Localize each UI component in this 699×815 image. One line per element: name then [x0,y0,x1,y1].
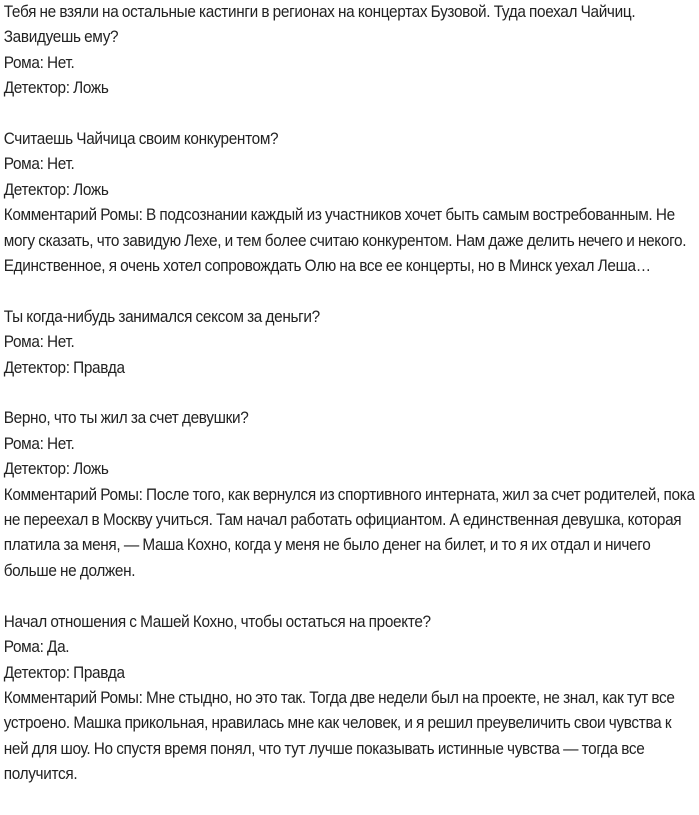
answer-text: Рома: Нет. [3,434,75,453]
answer-text: Рома: Нет. [3,53,75,72]
qa-block-1 [4,0,696,102]
detector-verdict: Детектор: Ложь [3,180,109,199]
qa-block-2 [4,127,696,279]
comment-text: Комментарий Ромы: В подсознании каждый из участников хочет быть самым востребованным. Не могу сказать, что завидую Лехе, и тем более считаю конкурентом. Нам даже делить нечего и некого. Единственное, я очень хотел сопровождать Олю на все ее концерты, но в Минск уехал Леша… [3,206,687,276]
question-text: Ты когда-нибудь занимался сексом за деньги? [3,307,320,326]
answer-text: Рома: Да. [3,638,70,657]
answer-text: Рома: Нет. [3,333,75,352]
comment-text: Комментарий Ромы: Мне стыдно, но это так. Тогда две недели был на проекте, не знал, как тут все устроено. Машка прикольная, нравилась мне как человек, и я решил преувеличить свои чувства к ней для шоу. Но спустя время понял, что тут лучше показывать истинные чувства — тогда все получится. [3,688,675,784]
qa-block-5 [4,610,696,788]
question-text: Тебя не взяли на остальные кастинги в регионах на концертах Бузовой. Туда поехал Чайчиц. Завидуешь ему? [3,3,636,47]
comment-text: Комментарий Ромы: После того, как вернулся из спортивного интерната, жил за счет родителей, пока не переехал в Москву учиться. Там начал работать официантом. А единственная девушка, которая платила за меня, — Маша Кохно, когда у меня не было денег на билет, и то я их отдал и ничего больше не должен. [3,485,695,580]
qa-block-4 [4,406,696,584]
question-text: Считаешь Чайчица своим конкурентом? [3,130,279,149]
detector-verdict: Детектор: Правда [3,663,125,682]
detector-verdict: Детектор: Правда [3,358,125,377]
question-text: Верно, что ты жил за счет девушки? [3,409,249,428]
detector-verdict: Детектор: Ложь [3,79,109,98]
answer-text: Рома: Нет. [3,155,75,174]
question-text: Начал отношения с Машей Кохно, чтобы остаться на проекте? [3,612,431,631]
qa-block-3 [4,305,696,381]
detector-verdict: Детектор: Ложь [3,460,109,479]
